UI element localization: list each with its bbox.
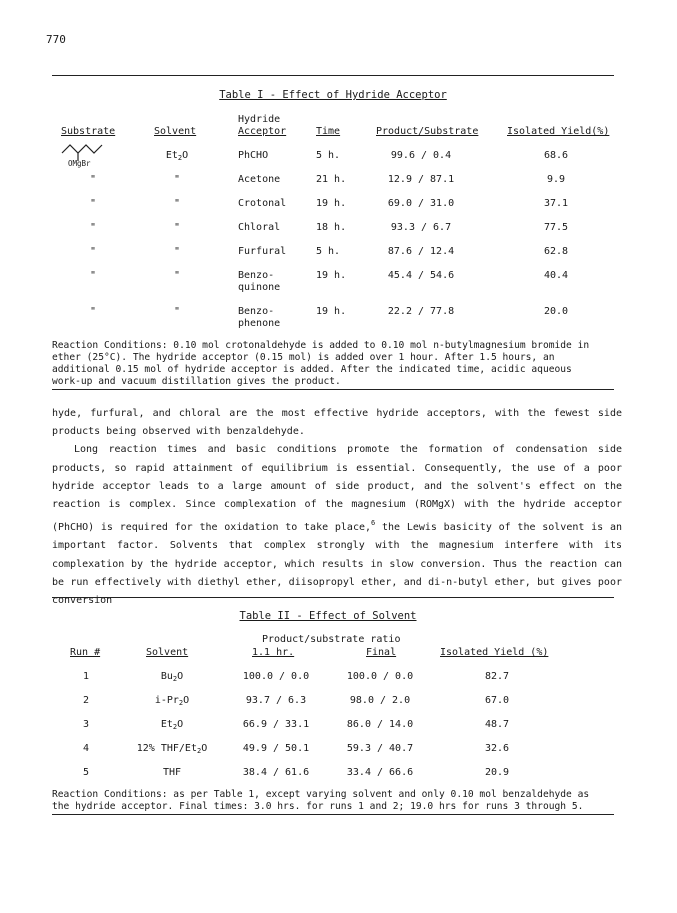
- table1-note-text: Reaction Conditions: 0.10 mol crotonaldehyde is added to 0.10 mol n-butylmagnesium bromide in ether (25°C). The hydride acceptor (0.15 mol) is added over 1 hour. After 1.5 hours, an additional 0.15 mol of hydride acceptor is added. After the indicated time, acidic aqueous: [52, 340, 590, 375]
- table2-header-run: Run #: [70, 647, 101, 658]
- table2-cell-solvent: $Bu_2O$: [160, 671, 184, 683]
- table2-cell-final: 59.3 / 40.7: [346, 743, 414, 754]
- table1-header-product-substrate: Product/Substrate: [376, 126, 479, 137]
- table1-bottom-rule: [52, 389, 614, 390]
- substrate-label: OMgBr: [68, 159, 91, 168]
- table1-cell-yield: 77.5: [543, 222, 569, 233]
- table2-cell-yield: 48.7: [484, 719, 510, 730]
- table1-cell-solvent: ": [173, 306, 181, 317]
- table2-cell-run: 2: [82, 695, 90, 706]
- table1-cell-solvent: ": [173, 270, 181, 281]
- table1-cell-ps: 45.4 / 54.6: [387, 270, 455, 281]
- table1-cell-acceptor-line2: phenone: [238, 318, 281, 329]
- table1-header-acceptor-line1: Hydride: [238, 114, 281, 125]
- table2-header-final: Final: [366, 647, 397, 658]
- table1-cell-acceptor-line2: quinone: [238, 282, 281, 293]
- table2-cell-yield: 67.0: [484, 695, 510, 706]
- table1-cell-acceptor: Benzo-: [238, 270, 275, 281]
- table1-cell-ps: 69.0 / 31.0: [387, 198, 455, 209]
- paragraph-1: hyde, furfural, and chloral are the most effective hydride acceptors, with the fewest side products being observed with benzaldehyde.: [52, 408, 622, 438]
- table1-cell-yield: 9.9: [546, 174, 566, 185]
- table1-cell-ps: 87.6 / 12.4: [387, 246, 455, 257]
- table1-cell-substrate: ": [89, 270, 97, 281]
- page-number: 770: [46, 33, 66, 46]
- table1-header-acceptor-line2: Acceptor: [238, 126, 287, 137]
- table2-cell-solvent: 12% THF/$Et_2O$: [136, 743, 208, 755]
- paragraph-2: [52, 441, 622, 610]
- table1-header-substrate: Substrate: [61, 126, 116, 137]
- table1-note-last: work-up and vacuum distillation gives the product.: [52, 376, 341, 387]
- table2-cell-solvent: THF: [162, 767, 182, 778]
- table1-header-solvent: Solvent: [154, 126, 197, 137]
- table1-cell-ps: 99.6 / 0.4: [390, 150, 452, 161]
- table1-cell-acceptor: Acetone: [238, 174, 281, 185]
- table2-cell-t1: 38.4 / 61.6: [242, 767, 310, 778]
- table1-cell-time: 5 h.: [316, 150, 341, 161]
- table1-cell-substrate: ": [89, 198, 97, 209]
- table1-header-time: Time: [316, 126, 341, 137]
- table1-cell-solvent: ": [173, 222, 181, 233]
- table2-note-last: the hydride acceptor. Final times: 3.0 hrs. for runs 1 and 2; 19.0 hrs for runs 3 through 5.: [52, 801, 584, 812]
- table1-top-rule: [52, 75, 614, 76]
- table1-cell-solvent: ": [173, 246, 181, 257]
- body-text: [52, 405, 622, 610]
- table1-cell-substrate: ": [89, 306, 97, 317]
- table2-cell-run: 1: [82, 671, 90, 682]
- table2-header-solvent: Solvent: [146, 647, 189, 658]
- table2-cell-t1: 93.7 / 6.3: [245, 695, 307, 706]
- table2-bottom-rule: [52, 814, 614, 815]
- table1-cell-acceptor: Furfural: [238, 246, 287, 257]
- table1-cell-substrate: ": [89, 246, 97, 257]
- table2-cell-final: 98.0 / 2.0: [349, 695, 411, 706]
- table1-cell-acceptor: Crotonal: [238, 198, 287, 209]
- table1-cell-time: 18 h.: [316, 222, 347, 233]
- table2-title: Table II - Effect of Solvent: [239, 610, 417, 622]
- table1-cell-yield: 68.6: [543, 150, 569, 161]
- table2-cell-final: 86.0 / 14.0: [346, 719, 414, 730]
- table1-cell-substrate: ": [89, 222, 97, 233]
- table1-cell-yield: 62.8: [543, 246, 569, 257]
- table1-cell-time: 19 h.: [316, 270, 347, 281]
- table2-header-ratio: Product/substrate ratio: [262, 634, 401, 645]
- table1-title: Table I - Effect of Hydride Acceptor: [219, 89, 447, 101]
- table1-cell-solvent: $Et_2O$: [165, 150, 189, 162]
- paragraph-2-text-b: the Lewis basicity of the solvent is an important factor. Solvents that complex strongly with the magnesium interfere with its complexation by the hydride acceptor, which results in slow conversion. Thus the reaction can be run effectively with diethyl ether, diisopropyl ether, and di-n-butyl ether, but gives poor conversion: [52, 522, 622, 607]
- table2-cell-run: 5: [82, 767, 90, 778]
- table1-cell-acceptor: PhCHO: [238, 150, 269, 161]
- table1-cell-ps: 22.2 / 77.8: [387, 306, 455, 317]
- table1-cell-yield: 20.0: [543, 306, 569, 317]
- table2-cell-t1: 49.9 / 50.1: [242, 743, 310, 754]
- table1-header-yield: Isolated Yield(%): [507, 126, 610, 137]
- table2-cell-solvent: $Et_2O$: [160, 719, 184, 731]
- table1-cell-time: 21 h.: [316, 174, 347, 185]
- table2-cell-final: 100.0 / 0.0: [346, 671, 414, 682]
- table1-cell-ps: 93.3 / 6.7: [390, 222, 452, 233]
- table1-cell-time: 19 h.: [316, 198, 347, 209]
- reference-6: 6: [371, 519, 376, 528]
- table2-cell-run: 4: [82, 743, 90, 754]
- table2-cell-final: 33.4 / 66.6: [346, 767, 414, 778]
- table2-cell-yield: 20.9: [484, 767, 510, 778]
- table1-cell-yield: 37.1: [543, 198, 569, 209]
- table1-cell-time: 19 h.: [316, 306, 347, 317]
- table2-cell-t1: 66.9 / 33.1: [242, 719, 310, 730]
- table2-cell-run: 3: [82, 719, 90, 730]
- table1-cell-substrate: ": [89, 174, 97, 185]
- table2-note: Reaction Conditions: as per Table 1, except varying solvent and only 0.10 mol benzaldehyde as: [52, 789, 590, 800]
- table2-header-yield: Isolated Yield (%): [440, 647, 549, 658]
- table2-header-t1: 1.1 hr.: [252, 647, 295, 658]
- table2-cell-solvent: $i-Pr_2O$: [154, 695, 190, 707]
- table1-cell-solvent: ": [173, 174, 181, 185]
- table1-cell-solvent: ": [173, 198, 181, 209]
- table2-top-rule: [52, 597, 614, 598]
- table2-cell-yield: 32.6: [484, 743, 510, 754]
- table1-cell-ps: 12.9 / 87.1: [387, 174, 455, 185]
- table1-cell-acceptor: Chloral: [238, 222, 281, 233]
- table2-cell-t1: 100.0 / 0.0: [242, 671, 310, 682]
- paragraph-2-text-a: Long reaction times and basic conditions promote the formation of condensation side products, so rapid attainment of equilibrium is essential. Consequently, the use of a poor hydride acceptor leads to a large amount of side product, and the solvent's effect on the reaction is complex. Since complexation of the magnesium (ROMgX) with the hydride acceptor (PhCHO) is required for the oxidation to take place,: [52, 444, 622, 534]
- table1-cell-acceptor: Benzo-: [238, 306, 275, 317]
- table1-cell-time: 5 h.: [316, 246, 341, 257]
- table2-cell-yield: 82.7: [484, 671, 510, 682]
- table1-cell-yield: 40.4: [543, 270, 569, 281]
